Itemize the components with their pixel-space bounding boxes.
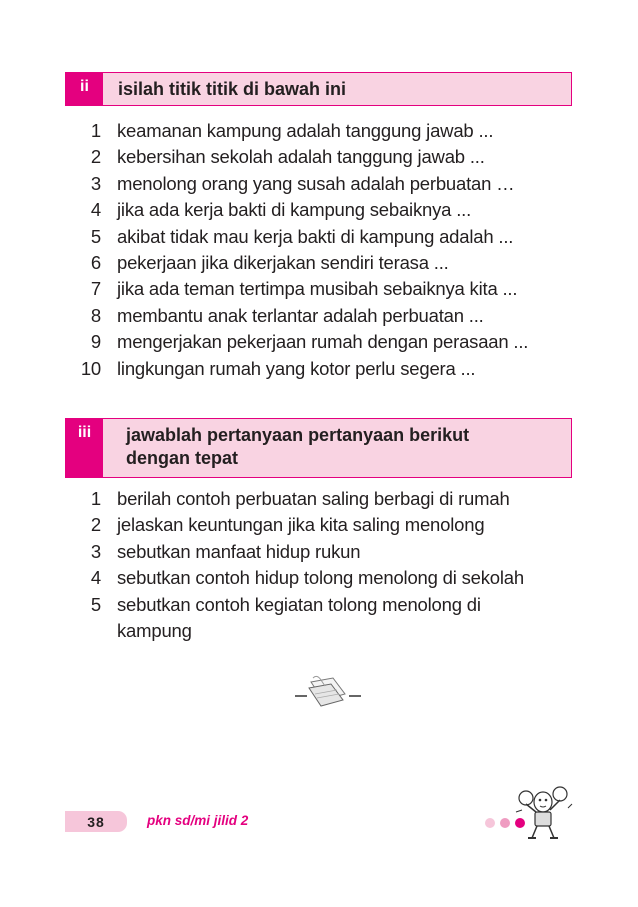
section-ii-list <box>65 118 572 382</box>
book-title: pkn sd/mi jilid 2 <box>147 813 249 828</box>
item-number: 4 <box>90 567 101 589</box>
item-number: 8 <box>90 304 101 326</box>
item-number: 3 <box>90 540 101 562</box>
item-number: 2 <box>90 146 101 168</box>
item-number: 5 <box>90 225 101 247</box>
item-text: pekerjaan jika dikerjakan sendiri terasa ... <box>117 252 449 274</box>
dot-light <box>485 818 495 828</box>
list-item <box>65 512 572 538</box>
item-text: mengerjakan pekerjaan rumah dengan perasaan ... <box>117 331 529 353</box>
item-number: 3 <box>90 172 101 194</box>
list-item <box>65 171 572 197</box>
list-item <box>65 276 572 302</box>
item-text: kebersihan sekolah adalah tanggung jawab ... <box>117 146 485 168</box>
item-text: lingkungan rumah yang kotor perlu segera ... <box>117 357 476 379</box>
list-item <box>65 144 572 170</box>
list-item <box>65 356 572 382</box>
section-iii-tab: iii <box>66 419 103 477</box>
item-number: 9 <box>90 331 101 353</box>
list-item <box>65 197 572 223</box>
item-number: 2 <box>90 514 101 536</box>
item-text: menolong orang yang susah adalah perbuatan … <box>117 172 515 194</box>
section-iii-header <box>65 418 572 478</box>
item-number: 6 <box>90 252 101 274</box>
list-item <box>65 118 572 144</box>
list-item <box>65 250 572 276</box>
item-text: jika ada teman tertimpa musibah sebaiknya kita ... <box>117 278 518 300</box>
item-number: 5 <box>90 593 101 615</box>
item-number: 4 <box>90 199 101 221</box>
item-text: membantu anak terlantar adalah perbuatan ... <box>117 304 484 326</box>
dot-medium <box>500 818 510 828</box>
list-item <box>65 565 572 591</box>
page-number: 38 <box>65 811 127 832</box>
item-number: 1 <box>90 488 101 509</box>
section-ii-tab: ii <box>66 73 103 105</box>
item-text: akibat tidak mau kerja bakti di kampung adalah ... <box>117 225 514 247</box>
section-iii-title-line2: dengan tepat <box>126 448 239 468</box>
item-text: sebutkan manfaat hidup rukun <box>117 540 361 562</box>
item-number: 7 <box>90 278 101 300</box>
list-item <box>65 303 572 329</box>
item-text: keamanan kampung adalah tanggung jawab ... <box>117 120 494 141</box>
item-text: jelaskan keuntungan jika kita saling menolong <box>117 514 485 536</box>
book-ornament-icon <box>293 672 363 712</box>
list-item <box>65 486 572 512</box>
mascot-illustration <box>510 782 576 842</box>
item-number: 10 <box>80 357 101 379</box>
list-item <box>65 539 572 565</box>
item-text: sebutkan contoh kegiatan tolong menolong di kampung <box>117 593 481 642</box>
list-item <box>65 592 572 645</box>
item-text: berilah contoh perbuatan saling berbagi di rumah <box>117 488 510 509</box>
section-iii-list <box>65 486 572 644</box>
section-iii-title-line1: jawablah pertanyaan pertanyaan berikut <box>126 425 470 445</box>
section-ii-header <box>65 72 572 106</box>
section-iii-title <box>126 424 561 470</box>
item-number: 1 <box>90 120 101 141</box>
list-item <box>65 224 572 250</box>
list-item <box>65 329 572 355</box>
item-text: jika ada kerja bakti di kampung sebaiknya ... <box>117 199 472 221</box>
section-ii-title: isilah titik titik di bawah ini <box>118 79 347 99</box>
item-text: sebutkan contoh hidup tolong menolong di sekolah <box>117 567 524 589</box>
